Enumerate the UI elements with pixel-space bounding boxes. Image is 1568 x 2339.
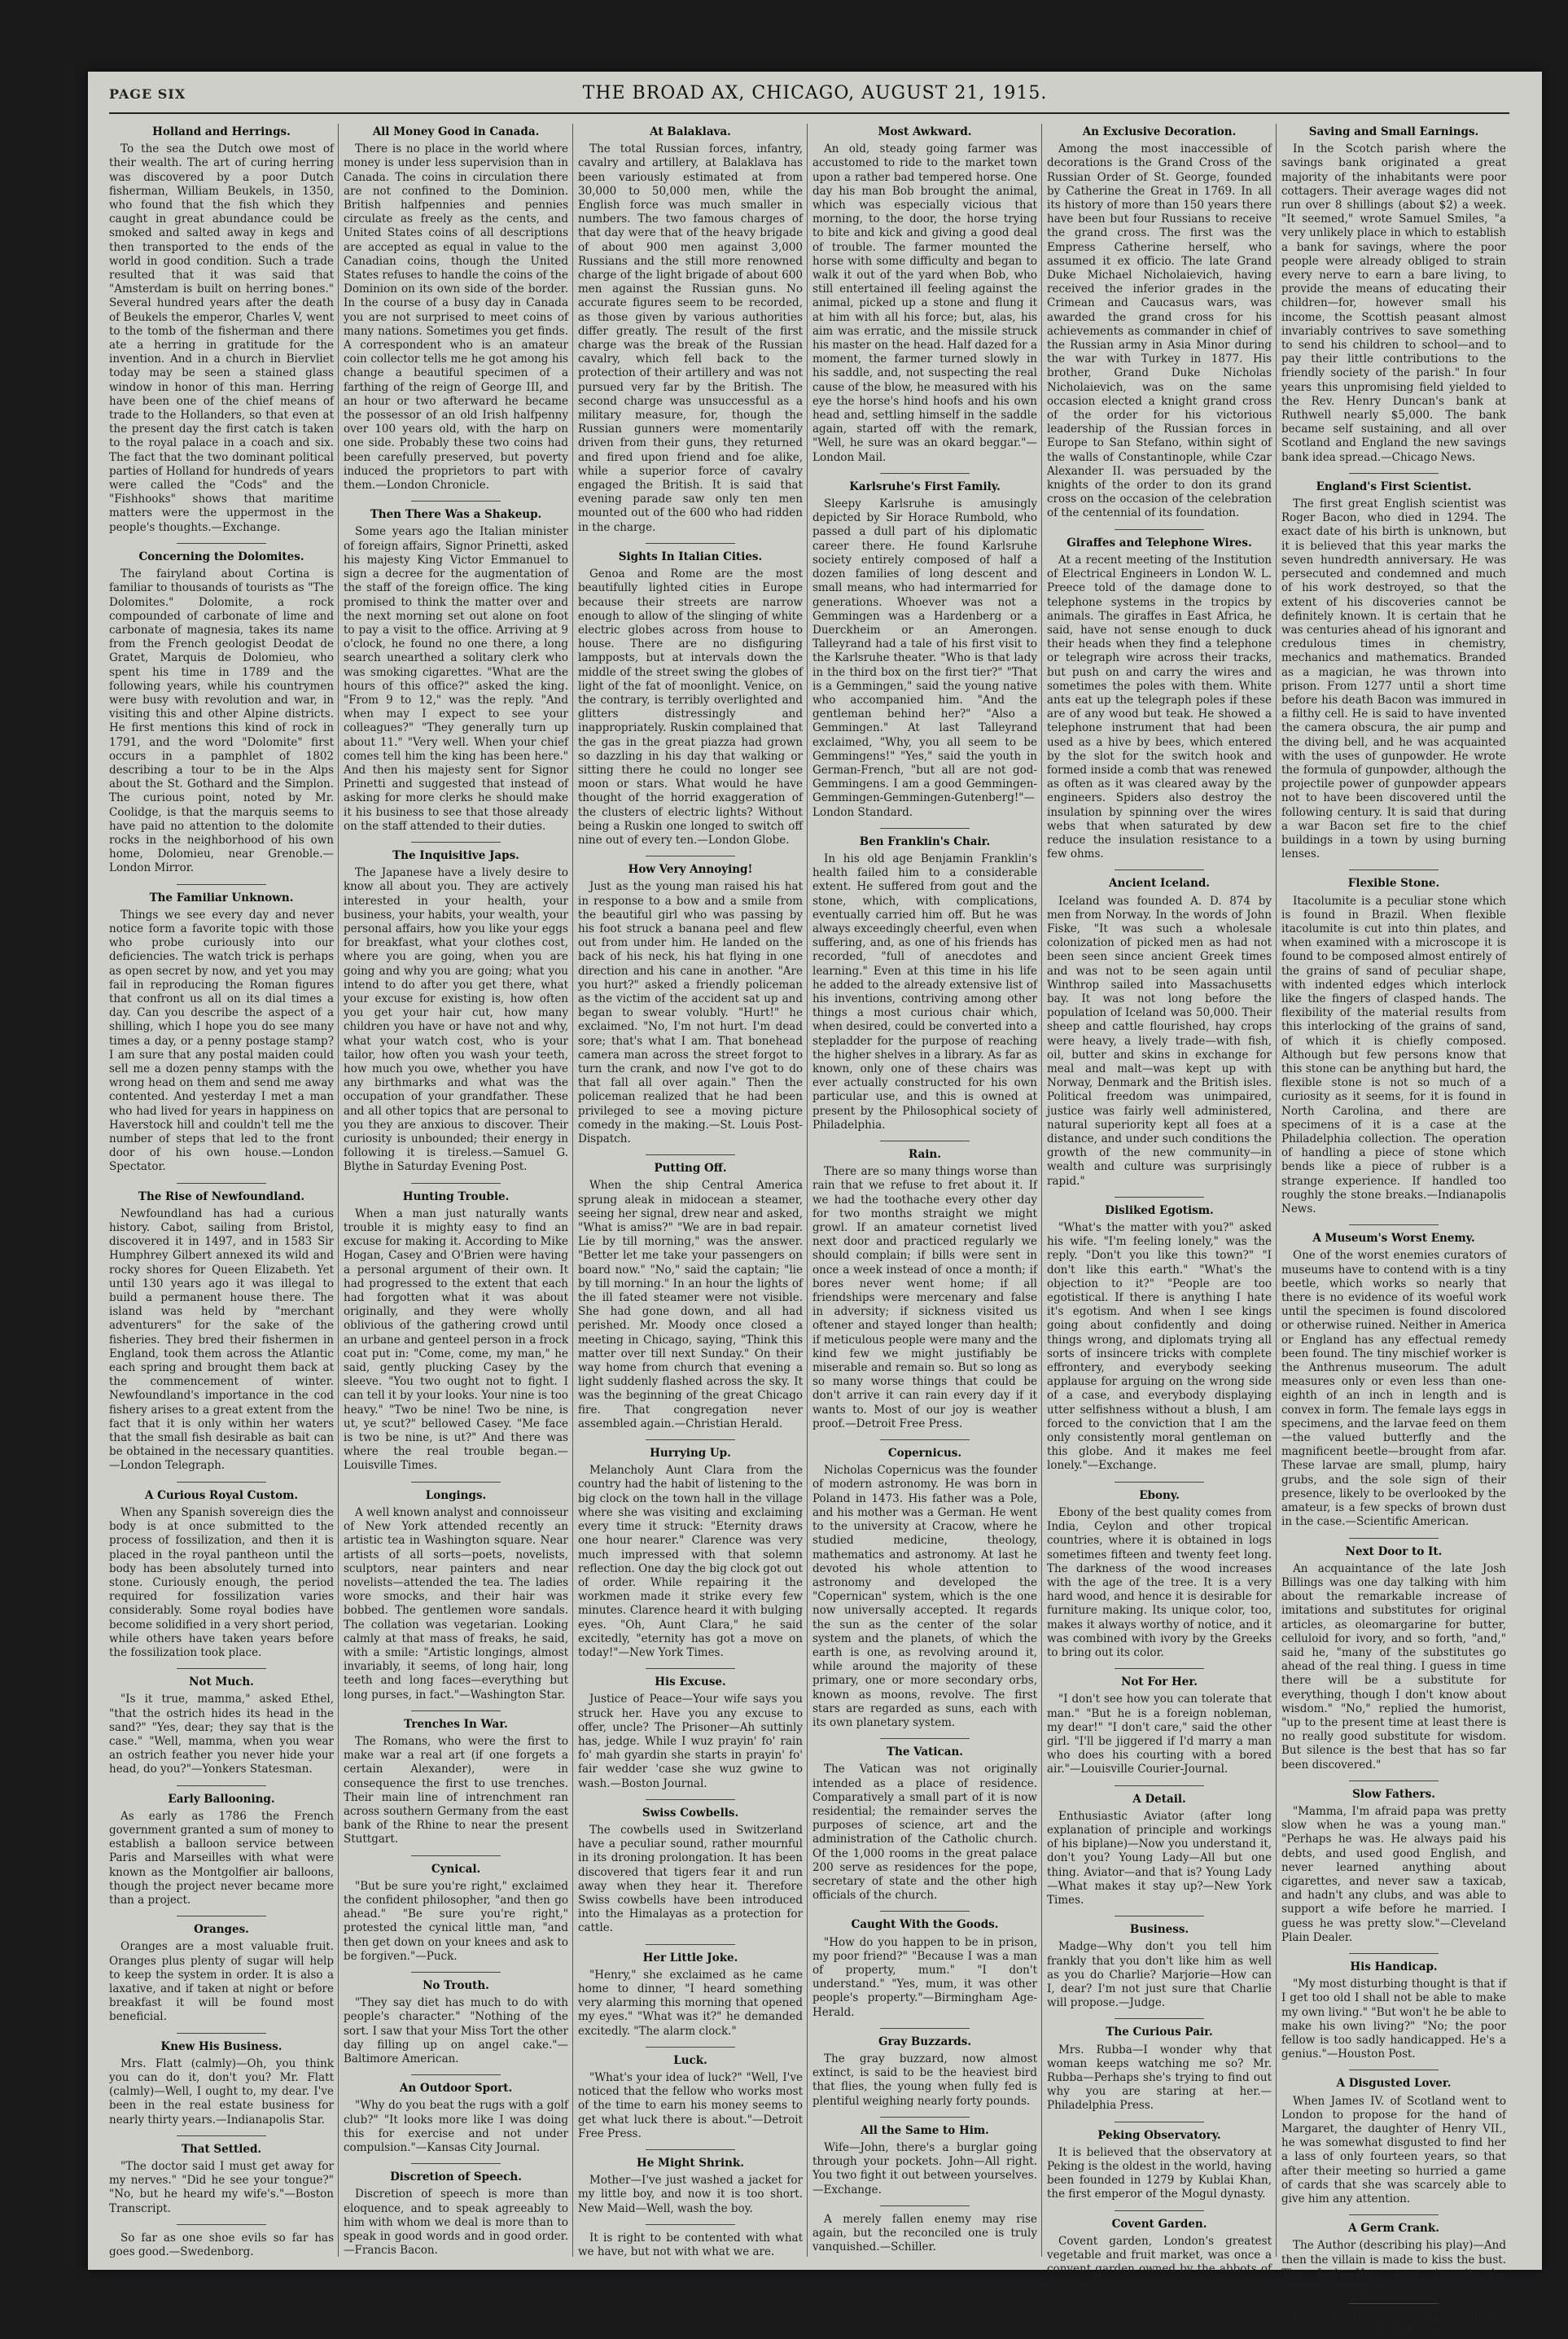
- article-body: Mrs. Flatt (calmly)—Oh, you think you can do it, don't you? Mr. Flatt (calmly)—Well, I ought to, my dear. I've been in the real estate business for nearly thirty years.—Indianapolis Star.: [109, 2056, 334, 2127]
- article: [578, 1675, 803, 1791]
- masthead-rule: [109, 112, 1509, 114]
- article-headline: Saving and Small Earnings.: [1308, 125, 1479, 138]
- article-body: The gray buzzard, now almost extinct, is said to be the heaviest bird that flies, the young when fully fed is plentiful weighing nearly forty pounds.: [812, 2052, 1037, 2108]
- article-separator: [177, 543, 266, 544]
- article: [1047, 1923, 1272, 2010]
- article-headline: Covent Garden.: [1111, 2217, 1207, 2231]
- article-body: Some years ago the Italian minister of foreign affairs, Signor Prinetti, asked his majesty King Victor Emmanuel to sign a decree for the augmentation of the staff of the foreign office. The king promised to think the matter over and the next morning set out alone on foot to pay a visit to the office. Arriving at 9 o'clock, he found no one there, a long search unearthed a solitary clerk who was smoking cigarettes. "What are the hours of this office?" asked the king. "From 9 to 12," was the reply. "And when may I expect to see your colleagues?" "They generally turn up about 11." "Very well. When your chief comes tell him the king has been here." And then his majesty sent for Signor Prinetti and suggested that instead of asking for more clerks he should make it his business to see that those already on the staff attended to their duties.: [344, 525, 568, 833]
- article-headline: At Balaklava.: [650, 125, 731, 138]
- article-body: "Is it true, mamma," asked Ethel, "that the ostrich hides its head in the sand?" "Yes, dear; they say that is the case." "Well, mamma, when you wear an ostrich feather you never hide your head, do you?"—Yonkers Statesman.: [109, 1693, 334, 1776]
- article: [1281, 877, 1506, 1216]
- article-headline: Hurrying Up.: [650, 1447, 731, 1461]
- article: [578, 125, 803, 535]
- article-headline: Putting Off.: [654, 1162, 727, 1176]
- article: [1281, 1788, 1506, 1945]
- article-headline: Knew His Business.: [160, 2039, 283, 2053]
- article-headline: Next Door to It.: [1345, 1544, 1443, 1558]
- article: [578, 550, 803, 848]
- article: [812, 1447, 1037, 1730]
- article-separator: [646, 2149, 735, 2150]
- article-headline: Copernicus.: [887, 1447, 962, 1461]
- article-body: The first great English scientist was Roger Bacon, who died in 1294. The exact date of his birth is unknown, but it is believed that this year marks the seven hundredth anniversary. He was persecuted and condemned and much of his work destroyed, so that the extent of his discoveries cannot be definitely known. It is certain that he was centuries ahead of his ignorant and credulous times in chemistry, mechanics and mathematics. Branded as a magician, he was thrown into prison. From 1277 until a short time before his death Bacon was immured in a filthy cell. He is said to have invented the camera obscura, the air pump and the diving bell, and he was acquainted with the uses of gunpowder. He wrote the formula of gunpowder, although the projectile power of gunpowder appears not to have been discovered until the following century. It is said that during a war Bacon set fire to the chief buildings in a town by using burning lenses.: [1281, 497, 1506, 861]
- article: [344, 1863, 568, 1964]
- article: [812, 125, 1037, 465]
- article-separator: [177, 1183, 266, 1184]
- page-number: PAGE SIX: [109, 86, 186, 102]
- article-separator: [646, 1668, 735, 1669]
- article-headline: A Detail.: [1132, 1792, 1186, 1806]
- article-separator: [411, 1710, 501, 1711]
- article-headline: Flexible Stone.: [1347, 877, 1440, 891]
- article: [812, 2213, 1037, 2255]
- article-separator: [1349, 1538, 1439, 1539]
- article-body: The Vatican was not originally intended as a place of residence. Comparatively a small part of it is now residential; the remainder serves the purposes of science, art and the administration of the Catholic church. Of the 1,000 rooms in the great palace 200 serve as residences for the pope, secretary of state and the other high officials of the church.: [812, 1763, 1037, 1903]
- article-headline: Oranges.: [194, 1923, 249, 1937]
- article-headline: Rain.: [909, 1148, 941, 1162]
- article-headline: The Vatican.: [887, 1745, 963, 1759]
- article: [578, 1447, 803, 1660]
- article-body: As early as 1786 the French government granted a sum of money to establish a balloon service between Paris and Marseilles with what were known as the Montgolfier air balloons, though the project never became more than a project.: [109, 1809, 334, 1907]
- article-body: "Mamma, I'm afraid papa was pretty slow when he was a young man." "Perhaps he was. He always paid his debts, and used good English, and never learned anything about cigarettes, and never saw a taxicab, and hadn't any clubs, and was able to support a wife before he married. I guess he was pretty slow."—Cleveland Plain Dealer.: [1281, 1804, 1506, 1944]
- article: [1047, 1675, 1272, 1776]
- article-separator: [1349, 2214, 1439, 2215]
- article-separator: [646, 2224, 735, 2225]
- column-3: [578, 124, 803, 2257]
- article: [1281, 2222, 1506, 2295]
- article-separator: [411, 501, 501, 502]
- article-separator: [1115, 1668, 1204, 1669]
- article-body: The Japanese have a lively desire to know all about you. They are actively interested in your health, your business, your habits, your wealth, your personal affairs, how you like your eggs for breakfast, what your clothes cost, where you are going, when you are going and why you are going; what you intend to do after you get there, what your excuse for existing is, how often you get your hair cut, how many children you have or have not and why, what your watch cost, who is your tailor, how often you wash your teeth, how much you owe, whether you have any birthmarks and what was the occupation of your grandfather. These and all other topics that are personal to you they are anxious to discover. Their curiosity is unbounded; their energy in following it is tireless.—Samuel G. Blythe in Saturday Evening Post.: [344, 866, 568, 1174]
- article-headline: Hunting Trouble.: [402, 1189, 510, 1203]
- article-headline: Early Ballooning.: [168, 1792, 275, 1806]
- column-6: [1281, 124, 1506, 2338]
- article-separator: [880, 2117, 970, 2118]
- article-headline: Gray Buzzards.: [878, 2035, 972, 2048]
- article-headline: Longings.: [425, 1488, 487, 1502]
- article-body: To the sea the Dutch owe most of their wealth. The art of curing herring was discovered by a poor Dutch fisherman, William Beukels, in 1350, who found that the fish which they caught in great abundance could be smoked and salted away in kegs and then transported to the ends of the world in good condition. Such a trade resulted that it was said that "Amsterdam is built on herring bones." Several hundred years after the death of Beukels the emperor, Charles V, went to the tomb of the fisherman and there ate a herring in gratitude for the invention. And in a church in Biervliet today may be seen a stained glass window in honor of this man. Herring have been one of the chief means of trade to the Hollanders, so that even at the present day the first catch is taken to the royal palace in a coach and six. The fact that the two dominant political parties of Holland for hundreds of years were called the "Cods" and the "Fishhooks" shows that maritime matters were the uppermost in the people's thoughts.—Exchange.: [109, 142, 334, 534]
- article-headline: That Settled.: [181, 2142, 262, 2156]
- column-1: [109, 124, 334, 2257]
- article-separator: [1115, 1482, 1204, 1483]
- article: [1047, 2026, 1272, 2113]
- article-body: Justice of Peace—Your wife says you struck her. Have you any excuse to offer, uncle? The Prisoner—Ah suttinly has, jedge. While I wuz prayin' fo' rain fo' mah gyardin she starts in prayin' fo' fair wedder 'case she wuz gwine to wash.—Boston Journal.: [578, 1693, 803, 1790]
- article-separator: [1349, 1224, 1439, 1225]
- article: [578, 1162, 803, 1431]
- article: [578, 1807, 803, 1936]
- article-headline: Concerning the Dolomites.: [138, 550, 304, 563]
- article-headline: Giraffes and Telephone Wires.: [1067, 536, 1252, 550]
- article-separator: [1349, 2303, 1439, 2304]
- column-5: [1047, 124, 1272, 2290]
- article-separator: [880, 1911, 970, 1912]
- article: [1281, 125, 1506, 465]
- article-separator: [177, 2033, 266, 2034]
- article-body: The Romans, who were the first to make war a real art (if one forgets a certain Alexander), were in consequence the first to use trenches. Their main line of intrenchment ran across southern Germany from the east bank of the Rhine to near the present Stuttgart.: [344, 1734, 568, 1846]
- article: [578, 863, 803, 1146]
- article-headline: The Inquisitive Japs.: [392, 848, 519, 862]
- article-body: "What's your idea of luck?" "Well, I've noticed that the fellow who works most of the time to earn his money seems to get what luck there is about."—Detroit Free Press.: [578, 2071, 803, 2140]
- article: [1047, 877, 1272, 1188]
- newspaper-page: [88, 72, 1542, 2338]
- article: [344, 125, 568, 493]
- article-headline: Ben Franklin's Chair.: [859, 834, 991, 848]
- article: [812, 2124, 1037, 2197]
- article: [344, 2170, 568, 2258]
- article-headline: Slow Fathers.: [1352, 1787, 1435, 1801]
- article-headline: The Rise of Newfoundland.: [138, 1189, 305, 1203]
- article-separator: [411, 2074, 501, 2075]
- article: [812, 835, 1037, 1132]
- article-headline: Ebony.: [1139, 1488, 1180, 1502]
- article-headline: How Very Annoying!: [628, 863, 753, 877]
- article-separator: [1349, 1953, 1439, 1954]
- article-headline: His Excuse.: [655, 1675, 726, 1689]
- article-headline: England's First Scientist.: [1316, 480, 1472, 493]
- article-headline: Sights In Italian Cities.: [618, 550, 763, 563]
- article-body: So far as one shoe evils so far has goes good.—Swedenborg.: [109, 2231, 334, 2259]
- article: [344, 2082, 568, 2155]
- article-body: When any Spanish sovereign dies the body is at once submitted to the process of fossilization, and then it is placed in the royal pantheon until the body has been absolutely turned into stone. Curiously enough, the period required for fossilization varies considerably. Some royal bodies have become solidified in a very short period, while others have taken years before the fossilization took place.: [109, 1505, 334, 1659]
- article-body: An acquaintance of the late Josh Billings was one day talking with him about the remarkable increase of imitations and substitutes for original articles, as oleomargarine for butter, celluloid for ivory, and so forth, "and," said he, "many of the substitutes go ahead of the real thing. I guess in time there will be a substitute for everything, though I don't know about wisdom." "No," replied the humorist, "up to the present time at least there is no really good substitute for wisdom. But silence is the best that has so far been discovered.": [1281, 1562, 1506, 1772]
- newspaper-title: THE BROAD AX, CHICAGO, AUGUST 21, 1915.: [582, 83, 1048, 103]
- article-headline: Caught With the Goods.: [851, 1918, 999, 1932]
- article-body: In the Scotch parish where the savings bank originated a great majority of the inhabitants were poor cottagers. Their average wages did not run over 8 shillings (about $2) a week. "It seemed," wrote Samuel Smiles, "a very unlikely place in which to establish a bank for savings, where the poor people were already obliged to strain every nerve to earn a bare living, to provide the means of educating their children—for, however small his income, the Scottish peasant almost invariably contrives to save something to send his children to school—and to pay their little contributions to the friendly society of the parish." In four years this unpromising field yielded to the Rev. Henry Duncan's bank at Ruthwell nearly $5,000. The bank became self sustaining, and all over Scotland and England the new savings bank idea spread.—Chicago News.: [1281, 142, 1506, 464]
- article-separator: [880, 2205, 970, 2206]
- article-headline: Her Little Joke.: [642, 1951, 738, 1964]
- article: [109, 1675, 334, 1776]
- article-body: Things we see every day and never notice form a favorite topic with those who probe curiously into our deficiencies. The watch trick is perhaps as open secret by now, and yet you may fail in reproducing the Roman figures that confront us all on its dial times a day. Can you describe the aspect of a shilling, which I hope you do see many times a day, or a penny postage stamp? I am sure that any postal maiden could sell me a dozen penny stamps with the wrong head on them and send me away contented. And yesterday I met a man who had lived for years in happiness on Haverstock hill and couldn't tell me the number of steps that led to the front door of his own house.—London Spectator.: [109, 908, 334, 1174]
- article-separator: [646, 1944, 735, 1945]
- article-separator: [177, 1668, 266, 1669]
- article: [344, 1979, 568, 2066]
- article: [578, 1951, 803, 2039]
- article-body: An old, steady going farmer was accustomed to ride to the market town upon a rather bad tempered horse. One day his man Bob brought the animal, which was especially vicious that morning, to the door, the horse trying to bite and kick and giving a good deal of trouble. The farmer mounted the horse with some difficulty and began to walk it out of the yard when Bob, who still entertained ill feeling against the animal, picked up a stone and flung it at him with all his force; but, alas, his aim was erratic, and the missile struck his master on the head. Half dazed for a moment, the farmer turned slowly in his saddle, and, not suspecting the real cause of the blow, he measured with his eye the horse's hind hoofs and his own head and, settling himself in the saddle again, started off with the remark, "Well, he sure was an okard beggar."—London Mail.: [812, 142, 1037, 464]
- article-body: "What's the matter with you?" asked his wife. "I'm feeling lonely," was the reply. "Don't you like this town?" "I don't like this earth." "What's the objection to it?" "People are too egotistical. If there is anything I hate it's egotism. And when I see kings going about confidently and doing things wrong, and diplomats trying all sorts of insincere tricks with complete effrontery, and everybody seeking applause for arguing on the wrong side of a case, and everybody displaying utter selfishness without a blush, I am forced to the conviction that I am the only consistently moral gentleman on this globe. And it makes me feel lonely."—Exchange.: [1047, 1221, 1272, 1473]
- article: [109, 2143, 334, 2216]
- article-headline: Cynical.: [431, 1862, 481, 1876]
- article: [1047, 125, 1272, 521]
- article-headline: The Curious Pair.: [1106, 2026, 1213, 2039]
- article-headline: A Germ Crank.: [1348, 2222, 1439, 2236]
- article-body: One of the worst enemies curators of museums have to contend with is a tiny beetle, which works so nearly that there is no evidence of its woeful work until the specimen is found discolored or otherwise ruined. Neither in America or England has any effectual remedy been found. The tiny mischief worker is the Anthrenus museorum. The adult measures only or even less than one-eighth of an inch in length and is convex in form. The female lays eggs in specimens, and the larvae feed on them—the valued butterfly and the magnificent beetle—brought from afar. These larvae are small, plump, hairy grubs, and the sole sign of their presence, likely to be overlooked by the amateur, is a few specks of brown dust in the case.—Scientific American.: [1281, 1249, 1506, 1529]
- article-headline: All Money Good in Canada.: [372, 125, 540, 138]
- article-body: "How do you happen to be in prison, my poor friend?" "Because I was a man of property, mum." "I don't understand." "Yes, mum, it was other people's property."—Birmingham Age-Herald.: [812, 1935, 1037, 2019]
- article-body: There is no place in the world where money is under less supervision than in Canada. The coins in circulation there are not confined to the Dominion. British halfpennies and pennies circulate as freely as the cents, and United States coins of all descriptions are accepted as equal in value to the Canadian coins, though the United States refuses to handle the coins of the Dominion on its own side of the border. In the course of a busy day in Canada you are not surprised to meet coins of many nations. Sometimes you get finds. A correspondent who is an amateur coin collector tells me he got among his change a beautiful specimen of a farthing of the reign of George III, and an hour or two afterward he became the possessor of an old Irish halfpenny over 100 years old, with the harp on one side. Probably these two coins had been carefully preserved, but poverty induced the proprietors to part with them.—London Chronicle.: [344, 142, 568, 493]
- article: [109, 2040, 334, 2127]
- article: [578, 2232, 803, 2259]
- article-headline: Peking Observatory.: [1097, 2128, 1221, 2142]
- article-headline: He Might Shrink.: [637, 2157, 744, 2170]
- article-body: A well known analyst and connoisseur of New York attended recently an artistic tea in Washington square. Near artists of all sorts—poets, novelists, sculptors, near painters and near novelists—attended the tea. The ladies wore smocks, and their hair was bobbed. The gentlemen wore sandals. The collation was vegetarian. Looking calmly at that mass of freaks, he said, with a smile: "Artistic longings, almost invariably, it seems, of long hair, long teeth and long faces—everything but long purses, in fact."—Washington Star.: [344, 1505, 568, 1702]
- article-headline: Business.: [1129, 1923, 1189, 1937]
- article-separator: [177, 884, 266, 885]
- article-headline: A Museum's Worst Enemy.: [1312, 1232, 1475, 1246]
- article-headline: Luck.: [673, 2053, 707, 2067]
- article-body: It is believed that the observatory at Peking is the oldest in the world, having been founded in 1279 by Kublai Khan, the first emperor of the Mogul dynasty.: [1047, 2145, 1272, 2201]
- article: [109, 1793, 334, 1908]
- article-separator: [1115, 529, 1204, 530]
- article-body: "I don't see how you can tolerate that man." "But he is a foreign nobleman, my dear!" "I don't care," said the other girl. "I'll be jiggered if I'd marry a man who does his courting with a bored air."—Louisville Courier-Journal.: [1047, 1693, 1272, 1776]
- article-headline: A Curious Royal Custom.: [144, 1488, 299, 1502]
- article: [344, 508, 568, 834]
- article-separator: [177, 2224, 266, 2225]
- article-separator: [1115, 869, 1204, 870]
- article: [812, 480, 1037, 820]
- article-separator: [411, 1183, 501, 1184]
- article-headline: Holland and Herrings.: [152, 125, 291, 138]
- article-headline: The Familiar Unknown.: [149, 891, 294, 905]
- article-separator: [1115, 1785, 1204, 1786]
- article: [1047, 1793, 1272, 1908]
- article-headline: Swiss Cowbells.: [642, 1806, 739, 1820]
- article-body: At a recent meeting of the Institution of Electrical Engineers in London W. L. Preece told of the damage done to telephone systems in the tropics by animals. The giraffes in East Africa, he said, have not sense enough to duck their heads when they find a telephone or telegraph wire across their tracks, but push on and carry the wires and sometimes the poles with them. White ants eat up the telegraph poles if these are of any wood but teak. He showed a telephone instrument that had been used as a hive by bees, which entered by the slot for the switch hook and formed inside a comb that was renewed as often as it was cleared away by the engineers. Spiders also destroy the insulation by spinning over the wires webs that when saturated by dew reduce the insulation resistance to a few ohms.: [1047, 553, 1272, 861]
- article-separator: [1115, 2210, 1204, 2211]
- article: [812, 1745, 1037, 1903]
- article: [1281, 1545, 1506, 1772]
- article-headline: Then There Was a Shakeup.: [370, 508, 542, 522]
- article-body: Itacolumite is a peculiar stone which is found in Brazil. When flexible itacolumite is cut into thin plates, and when examined with a microscope it is found to be composed almost entirely of the grains of sand of peculiar shape, with indented edges which interlock like the fingers of clasped hands. The flexibility of the material results from this interlocking of the grains of sand, of which it is chiefly composed. Although but few persons know that this stone can be anything but hard, the flexible stone is not so much of a curiosity as it seems, for it is found in North Carolina, and there are specimens of it is a case at the Philadelphia collection. The operation of handling a piece of stone which bends like a piece of rubber is a strange experience. If handled too roughly the stone breaks.—Indianapolis News.: [1281, 894, 1506, 1216]
- article-separator: [177, 2135, 266, 2136]
- article-body: Ebony of the best quality comes from India, Ceylon and other tropical countries, where it is obtained in logs sometimes fifteen and twenty feet long. The darkness of the wood increases with the age of the tree. It is a very hard wood, and hence it is desirable for furniture making. Its unique color, too, makes it always worthy of notice, and it was combined with ivory by the Greeks to bring out its color.: [1047, 1505, 1272, 1659]
- article-body: Genoa and Rome are the most beautifully lighted cities in Europe because their streets are narrow enough to allow of the slinging of white electric globes across from house to house. There are no disfiguring lampposts, but at intervals down the middle of the street swing the globes of light of the fat of moonlight. Venice, on the contrary, is terribly overlighted and glitters distressingly and inappropriately. Ruskin complained that the gas in the great piazza had grown so dazzling in his day that walking or sitting there he could no longer see moon or stars. What would he have thought of the horrid exaggeration of the clusters of electric lights? Without being a Ruskin one longed to switch off nine out of every ten.—London Globe.: [578, 567, 803, 847]
- article: [1281, 1232, 1506, 1529]
- article: [1281, 2077, 1506, 2206]
- article-separator: [646, 1439, 735, 1440]
- article-body: Mrs. Rubba—I wonder why that woman keeps watching me so? Mr. Rubba—Perhaps she's trying to find out why you are staring at her.—Philadelphia Press.: [1047, 2043, 1272, 2113]
- article-separator: [411, 842, 501, 843]
- article: [344, 1190, 568, 1474]
- article: [1047, 2129, 1272, 2202]
- article: [109, 891, 334, 1175]
- article: [344, 1489, 568, 1702]
- article-headline: All the Same to Him.: [861, 2123, 989, 2137]
- article-headline: An Outdoor Sport.: [399, 2082, 513, 2096]
- article-separator: [1349, 869, 1439, 870]
- article: [1047, 1489, 1272, 1660]
- article-body: The total Russian forces, infantry, cavalry and artillery, at Balaklava has been variously estimated at from 30,000 to 50,000 men, while the English force was much smaller in numbers. The two famous charges of that day were that of the heavy brigade of about 900 men against 3,000 Russians and the still more renowned charge of the light brigade of about 600 men against the Russian guns. No accurate figures seem to be recorded, as those given by various authorities differ greatly. The result of the first charge was the break of the Russian cavalry, which fell back to the protection of their artillery and was not pursued very far by the British. The second charge was unsuccessful as a military measure, for, though the Russian gunners were momentarily driven from their guns, they returned and fired upon friend and foe alike, while a superior force of cavalry engaged the British. It is said that evening parade saw only ten men mounted out of the 600 who had ridden in the charge.: [578, 142, 803, 534]
- article-body: Oranges are a most valuable fruit. Oranges plus plenty of sugar will help to keep the system in order. It is also a laxative, and if taken at night or before breakfast it will be found most beneficial.: [109, 1940, 334, 2024]
- article-separator: [177, 1785, 266, 1786]
- article-separator: [1349, 473, 1439, 474]
- article-headline: Most Awkward.: [878, 125, 972, 138]
- article: [109, 125, 334, 535]
- article: [812, 2035, 1037, 2109]
- article-body: There are so many things worse than rain that we refuse to fret about it. If we had the toothache every other day for two months straight we might growl. If an amateur cornetist lived next door and practiced regularly we should complain; if bills were sent in once a week instead of once a month; if bores never went home; if all friendships were mercenary and false in adversity; if sickness visited us oftener and stayed longer than health; if meticulous people were many and the kind few we might justifiably be miserable and remain so. But so long as so many worse things that could be don't arrive it can rain every day if it wants to. Most of our joy is weather proof.—Detroit Free Press.: [812, 1165, 1037, 1430]
- article-separator: [1115, 2018, 1204, 2019]
- article-separator: [411, 2163, 501, 2164]
- article-body: A merely fallen enemy may rise again, but the reconciled one is truly vanquished.—Schiller.: [812, 2212, 1037, 2254]
- article-headline: An Exclusive Decoration.: [1082, 125, 1237, 138]
- masthead: [88, 83, 1542, 112]
- article: [1281, 2311, 1506, 2338]
- article: [109, 1923, 334, 2024]
- article-separator: [880, 1439, 970, 1440]
- article: [344, 849, 568, 1175]
- article: [812, 1148, 1037, 1431]
- article: [344, 1718, 568, 1847]
- article-body: It is right to be contented with what we have, but not with what we are.: [578, 2231, 803, 2259]
- article-body: In his old age Benjamin Franklin's health failed him to a considerable extent. He suffered from gout and the stone, which, with complications, eventually carried him off. But he was always exceedingly cheerful, even when suffering, and, as one of his friends has recorded, "full of anecdotes and learning." Even at this time in his life he added to the already extensive list of his inventions, contriving among other things a most curious chair which, when desired, could be converted into a stepladder for the purpose of reaching the higher shelves in a library. As far as known, only one of these chairs was ever actually constructed for his own particular use, and this is owned at present by the Philosophical society of Philadelphia.: [812, 852, 1037, 1132]
- article-body: "My most disturbing thought is that if I get too old I shall not be able to make my own living." "But won't he be able to make his own living?" "No; the poor fellow is too sadly handicapped. He's a genius."—Houston Post.: [1281, 1978, 1506, 2061]
- article-body: The fairyland about Cortina is familiar to thousands of tourists as "The Dolomites." Dolomite, a rock compounded of carbonate of lime and carbonate of magnesia, takes its name from the French geologist Deodat de Gratet, Marquis de Dolomieu, who spent his time in 1789 and the following years, while his countrymen were busy with revolution and war, in visiting this and other Alpine districts. He first mentions this kind of rock in 1791, and the word "Dolomite" first occurs in a pamphlet of 1802 describing a tour to be in the Alps about the St. Gothard and the Simplon. The curious point, noted by Mr. Coolidge, is that the marquis seems to have paid no attention to the dolomite rocks in the neighborhood of his own home, Dolomieu, near Grenoble.—London Mirror.: [109, 567, 334, 875]
- article: [1281, 480, 1506, 861]
- article-separator: [646, 1154, 735, 1155]
- article: [578, 2157, 803, 2216]
- article-body: Wife—John, there's a burglar going through your pockets. John—All right. You two fight it out between yourselves.—Exchange.: [812, 2141, 1037, 2197]
- article-body: Covent garden, London's greatest vegetable and fruit market, was once a convent garden owned by the abbots of Westminster.: [1047, 2234, 1272, 2290]
- article-separator: [880, 473, 970, 474]
- article-headline: Trenches In War.: [404, 1717, 508, 1731]
- article-separator: [411, 1482, 501, 1483]
- article-body: The Author (describing his play)—And then the villain is made to kiss the bust. The Lady—How very insanitary!—Boston Transcript.: [1281, 2239, 1506, 2295]
- article-body: Just as the young man raised his hat in response to a bow and a smile from the beautiful girl who was passing by his foot struck a banana peel and flew out from under him. He landed on the back of his neck, his hat flying in one direction and his cane in another. "Are you hurt?" asked a friendly policeman as the victim of the accident sat up and began to swear volubly. "Hurt!" he exclaimed. "No, I'm not hurt. I'm dead sore; that's what I am. That bonehead camera man across the street forgot to turn the crank, and now I've got to do that fall all over again." Then the policeman realized that he had been privileged to see a moving picture comedy in the making.—St. Louis Post-Dispatch.: [578, 880, 803, 1146]
- article-body: For all the disorders of the tongue the remedy must begin in the heart.: [1281, 2311, 1506, 2338]
- article: [109, 1489, 334, 1660]
- article: [1047, 537, 1272, 862]
- article-body: When a man just naturally wants trouble it is mighty easy to find an excuse for making it. According to Mike Hogan, Casey and O'Brien were having a personal argument of their own. It had progressed to the extent that each had forgotten what it was about originally, and they were wholly oblivious of the gathering crowd until an urbane and genteel person in a frock coat put in: "Come, come, my man," he said, gently plucking Casey by the sleeve. "You two ought not to fight. I can tell it by your looks. Your nine is too heavy." "Two be nine! Two be nine, is ut, ye scut?" bellowed Casey. "Me face is two be nine, is ut?" And there was where the real trouble began.—Louisville Times.: [344, 1207, 568, 1473]
- article: [109, 1190, 334, 1474]
- article: [109, 2232, 334, 2259]
- columns-container: [109, 124, 1509, 2338]
- article-headline: Not For Her.: [1121, 1675, 1198, 1689]
- article-headline: Disliked Egotism.: [1105, 1203, 1214, 1217]
- article-separator: [646, 543, 735, 544]
- article-body: Discretion of speech is more than eloquence, and to speak agreeably to him with whom we deal is more than to speak in good words and in good order.—Francis Bacon.: [344, 2188, 568, 2258]
- article: [1047, 1204, 1272, 1474]
- article-headline: No Trouth.: [423, 1978, 489, 1992]
- article: [109, 550, 334, 876]
- article-headline: His Handicap.: [1350, 1960, 1438, 1973]
- article-body: "Why do you beat the rugs with a golf club?" "It looks more like I was doing this for exercise and not under compulsion."—Kansas City Journal.: [344, 2099, 568, 2155]
- article-separator: [411, 1855, 501, 1856]
- article-body: Mother—I've just washed a jacket for my little boy, and now it is too short. New Maid—Well, wash the boy.: [578, 2174, 803, 2215]
- column-4: [812, 124, 1037, 2257]
- article-body: Melancholy Aunt Clara from the country had the habit of listening to the big clock on the town hall in the village where she was visiting and exclaiming every time it struck: "Eternity draws one hour nearer." Clarence was very much impressed with that solemn reflection. One day the big clock got out of order. While repairing it the workmen made it strike every few minutes. Clarence heard it with bulging eyes. "Oh, Aunt Clara," he said excitedly, "eternity has got a move on today!"—New York Times.: [578, 1464, 803, 1659]
- article-separator: [880, 2028, 970, 2029]
- article-body: "But be sure you're right," exclaimed the confident philosopher, "and then go ahead." "Be sure you're right," protested the cynical little man, "and then get down on your knees and ask to be forgiven."—Puck.: [344, 1879, 568, 1963]
- article-body: Among the most inaccessible of decorations is the Grand Cross of the Russian Order of St. George, founded by Catherine the Great in 1769. In all its history of more than 150 years there have been but four Russians to receive the grand cross. The first was the Empress Catherine herself, who assumed it ex officio. The late Grand Duke Michael Nicholaievich, having received the inferior grades in the Crimean and Caucasus wars, was awarded the grand cross for his achievements as commander in chief of the Russian army in Asia Minor during the war with Turkey in 1877. His brother, Grand Duke Nicholas Nicholaievich, was on the same occasion elected a knight grand cross of the order for his victorious leadership of the Russian forces in Europe to San Stefano, within sight of the walls of Constantinople, while Czar Alexander II. was persuaded by the knights of the order to don its grand cross on the occasion of the celebration of the centennial of its foundation.: [1047, 142, 1272, 520]
- article-separator: [1115, 1197, 1204, 1198]
- article-body: Enthusiastic Aviator (after long explanation of principle and workings of his biplane)—Now you understand it, don't you? Young Lady—All but one thing. Aviator—and that is? Young Lady—What makes it stay up?—New York Times.: [1047, 1809, 1272, 1907]
- article: [1047, 2218, 1272, 2291]
- article-body: "They say diet has much to do with people's character." "Nothing of the sort. I saw that your Miss Tort the other day filling up on angel cake."—Baltimore American.: [344, 1996, 568, 2065]
- article-body: Madge—Why don't you tell him frankly that you don't like him as well as you do Charlie? Marjorie—How can I, dear? I'm not just sure that Charlie will propose.—Judge.: [1047, 1940, 1272, 2010]
- article-body: Sleepy Karlsruhe is amusingly depicted by Sir Horace Rumbold, who passed a dull part of his diplomatic career there. He found Karlsruhe society entirely composed of half a dozen families of long descent and small means, who had intermarried for generations. Whoever was not a Gemmingen was a Hardenberg or a Duerckheim or an Amerongen. Talleyrand had a tale of his first visit to the Karlsruhe theater. "Who is that lady in the third box on the first tier?" "That is a Gemmingen," said the young native who accompanied him. "And the gentleman behind her?" "Also a Gemmingen." At last Talleyrand exclaimed, "Why, you all seem to be Gemmingens!" "Yes," said the youth in German-French, "but all are not god-Gemmingens. I am a good Gemmingen-Gemmingen-Gemmingen-Gutenberg!"—London Standard.: [812, 497, 1037, 819]
- article-separator: [880, 1738, 970, 1739]
- article-separator: [646, 1799, 735, 1800]
- article-body: Newfoundland has had a curious history. Cabot, sailing from Bristol, discovered it in 1497, and in 1583 Sir Humphrey Gilbert annexed its wild and rocky shores for Queen Elizabeth. Yet until 130 years ago it was illegal to build a permanent house there. The island was held by "merchant adventurers" for the sake of the fisheries. They bred their fishermen in England, took them across the Atlantic each spring and brought them back at the commencement of winter. Newfoundland's importance in the cod fishery arises to a great extent from the fact that it is only within her waters that the small fish desirable as bait can be obtained in the necessary quantities.—London Telegraph.: [109, 1207, 334, 1473]
- article-headline: Not Much.: [189, 1675, 254, 1689]
- article: [578, 2054, 803, 2141]
- article-separator: [880, 828, 970, 829]
- article: [812, 1918, 1037, 2019]
- article-headline: Ancient Iceland.: [1109, 877, 1210, 891]
- article-headline: Discretion of Speech.: [390, 2170, 522, 2184]
- article-body: Nicholas Copernicus was the founder of modern astronomy. He was born in Poland in 1473. His father was a Pole, and his mother was a German. He went to the university at Cracow, where he studied medicine, theology, mathematics and astronomy. At last he devoted his whole attention to astronomy and developed the "Copernican" system, which is the one now universally accepted. It regards the sun as the center of the solar system and the planets, of which the earth is one, as revolving around it, while around the majority of these primary, one or more secondary orbs, known as moons, revolve. The first stars are regarded as suns, each with its own planetary system.: [812, 1464, 1037, 1729]
- article-body: "The doctor said I must get away for my nerves." "Did he see your tongue?" "No, but he heard my wife's."—Boston Transcript.: [109, 2160, 334, 2215]
- article-body: When the ship Central America sprung aleak in midocean a steamer, seeing her signal, drew near and asked, "What is amiss?" "We are in bad repair. Lie by till morning," was the answer. "Better let me take your passengers on board now." "No," said the captain; "lie by till morning." In an hour the lights of the ill fated steamer were not visible. She had gone down, and all had perished. Mr. Moody once closed a meeting in Chicago, saying, "Think this matter over till next Sunday." On their way home from church that evening a light suddenly flashed across the sky. It was the beginning of the great Chicago fire. That congregation never assembled again.—Christian Herald.: [578, 1179, 803, 1430]
- article-body: Iceland was founded A. D. 874 by men from Norway. In the words of John Fiske, "It was such a wholesale colonization of picked men as had not been seen since ancient Greek times and was not to be seen again until Winthrop sailed into Massachusetts bay. It was not long before the population of Iceland was 50,000. Their sheep and cattle flourished, hay crops were heavy, a lively trade—with fish, oil, butter and skins in exchange for meal and malt—was kept up with Norway, Denmark and the British isles. Political freedom was unimpaired, justice was fairly well administered, natural superiority kept all foes at a distance, and under such conditions the growth of the new community—in wealth and culture was surprisingly rapid.": [1047, 894, 1272, 1188]
- article-body: "Henry," she exclaimed as he came home to dinner, "I heard something very alarming this morning that opened my eyes." "What was it?" he demanded excitedly. "The alarm clock.": [578, 1968, 803, 2038]
- article-headline: A Disgusted Lover.: [1336, 2077, 1452, 2091]
- article-body: When James IV. of Scotland went to London to propose for the hand of Margaret, the daughter of Henry VII., he was somewhat disgusted to find her a lass of only fourteen years, so that after their meeting so hurried a game of cards that she was scarcely able to give him any attention.: [1281, 2094, 1506, 2206]
- article-headline: Karlsruhe's First Family.: [849, 480, 1001, 493]
- article-separator: [177, 1482, 266, 1483]
- article-separator: [411, 1972, 501, 1973]
- article-body: The cowbells used in Switzerland have a peculiar sound, rather mournful in its droning prolongation. It has been discovered that tigers fear it and run away when they hear it. Therefore Swiss cowbells have been introduced into the Himalayas as a protection for cattle.: [578, 1823, 803, 1935]
- article: [1281, 1960, 1506, 2061]
- column-2: [344, 124, 568, 2257]
- article-separator: [646, 2047, 735, 2048]
